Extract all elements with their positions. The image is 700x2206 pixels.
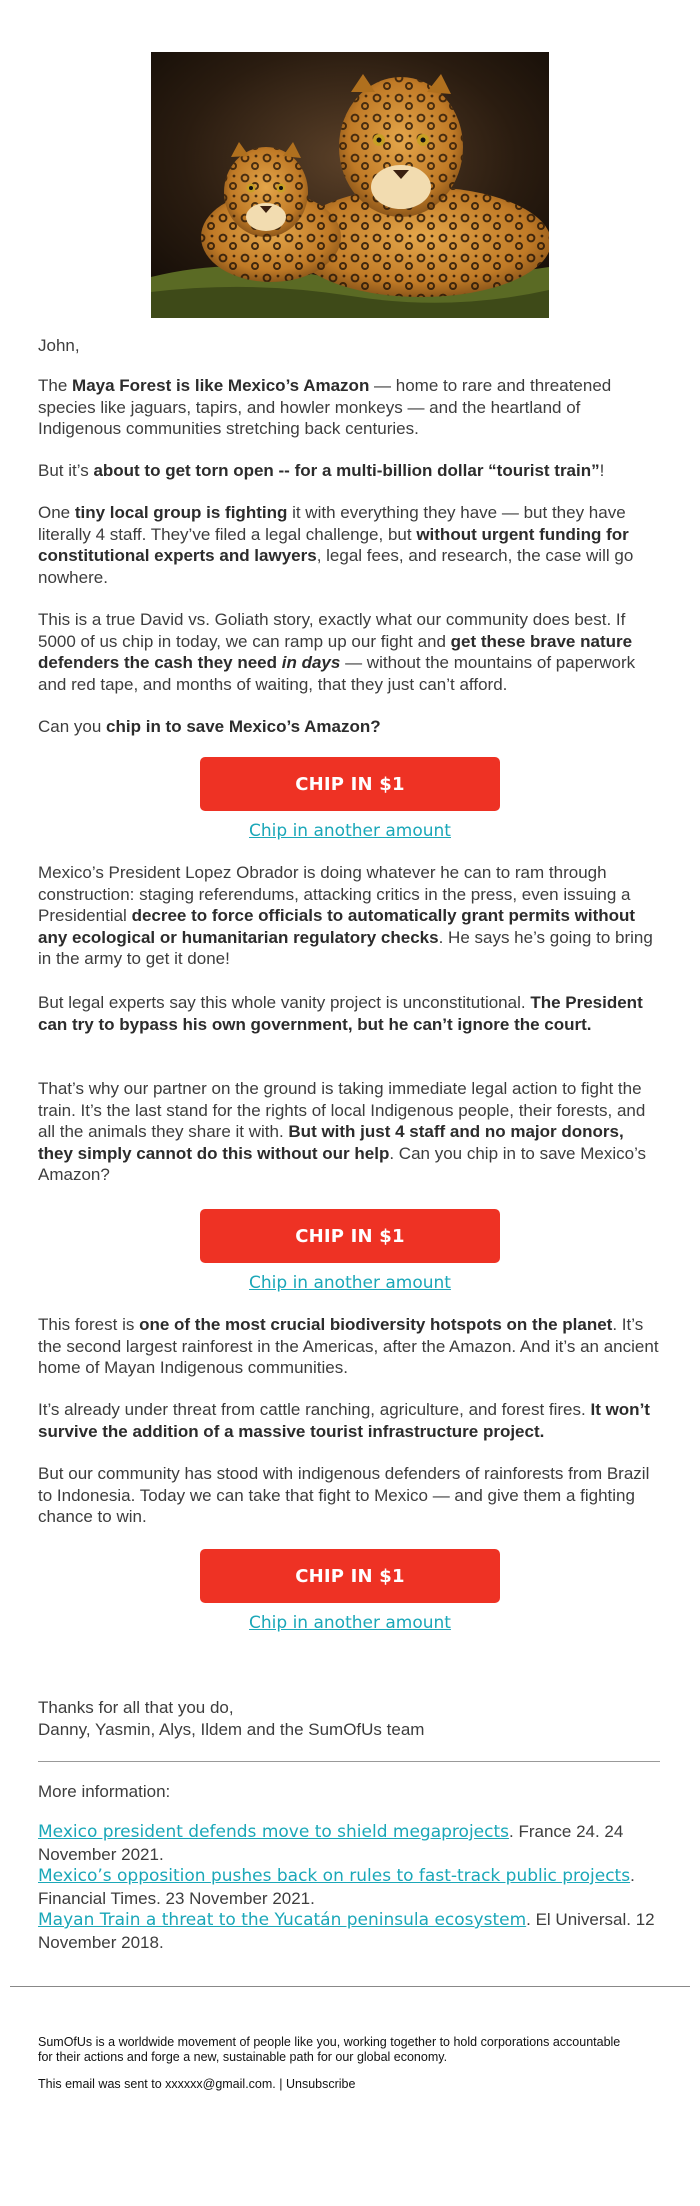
reference-item: Mexico’s opposition pushes back on rules to fast-track public projects. Financial Times. 23 November 2021. [38,1866,635,1908]
reference-list [38,1821,660,1953]
reference-link[interactable]: Mexico president defends move to shield megaprojects [38,1822,509,1842]
reference-link[interactable]: Mexico’s opposition pushes back on rules to fast-track public projects [38,1866,631,1886]
chip-in-button[interactable]: CHIP IN $1 [200,757,500,811]
reference-item: Mexico president defends move to shield megaprojects. France 24. 24 November 2021. [38,1822,624,1864]
paragraph-tourist-train: But it’s about to get torn open -- for a multi-billion dollar “tourist train”! [38,461,605,480]
paragraph-ask: Can you chip in to save Mexico’s Amazon? [38,717,381,736]
footer-about: SumOfUs is a worldwide movement of people like you, working together to hold corporations accountable for their actions and forge a new, sustainable path for our global economy. [38,2034,621,2064]
paragraph-community: But our community has stood with indigenous defenders of rainforests from Brazil to Indonesia. Today we can take that fight to Mexico — and give them a fighting chance to win. [38,1464,650,1526]
paragraph-president: Mexico’s President Lopez Obrador is doing whatever he can to ram through construction: staging referendums, attacking critics in the press, even issuing a Presidential decree to force officials to automatically grant permits without any ecological or humanitarian regulatory checks. He says he’s going to bring in the army to get it done! [38,863,653,968]
more-info-heading: More information: [38,1782,171,1801]
divider [38,1761,660,1762]
chip-in-another-amount-link[interactable]: Chip in another amount [249,821,451,841]
jaguars-illustration [151,52,549,318]
paragraph-intro: The Maya Forest is like Mexico’s Amazon — home to rare and threatened species like jaguars, tapirs, and howler monkeys — and the heartland of Indigenous communities stretching back centuries. [38,376,612,438]
paragraph-biodiversity: This forest is one of the most crucial biodiversity hotspots on the planet. It’s the second largest rainforest in the Americas, after the Amazon. And it’s an ancient home of Mayan Indigenous communities. [38,1315,659,1377]
unsubscribe-link[interactable]: Unsubscribe [285,2076,356,2091]
chip-in-button[interactable]: CHIP IN $1 [200,1209,500,1263]
chip-in-button[interactable]: CHIP IN $1 [200,1549,500,1603]
signoff: Thanks for all that you do, Danny, Yasmin, Alys, Ildem and the SumOfUs team [38,1698,425,1739]
footer-sent-to: This email was sent to xxxxxx@gmail.com. | Unsubscribe [38,2076,356,2091]
footer-divider [10,1986,690,1987]
paragraph-local-group: One tiny local group is fighting it with everything they have — but they have literally 4 staff. They’ve filed a legal challenge, but without urgent funding for constitutional experts and lawyers, legal fees, and research, the case will go nowhere. [38,503,634,587]
chip-in-another-amount-link[interactable]: Chip in another amount [249,1273,451,1293]
paragraph-threat: It’s already under threat from cattle ranching, agriculture, and forest fires. It won’t survive the addition of a massive tourist infrastructure project. [38,1400,650,1441]
paragraph-legal-experts: But legal experts say this whole vanity project is unconstitutional. The President can try to bypass his own government, but he can’t ignore the court. [38,993,643,1034]
paragraph-david-goliath: This is a true David vs. Goliath story, exactly what our community does best. If 5000 of us chip in today, we can ramp up our fight and get these brave nature defenders the cash they need in days — without the mountains of paperwork and red tape, and months of waiting, that they just can’t afford. [38,610,636,694]
hero-image [151,52,549,318]
chip-in-another-amount-link[interactable]: Chip in another amount [249,1613,451,1633]
reference-link[interactable]: Mayan Train a threat to the Yucatán peninsula ecosystem [38,1910,527,1930]
greeting: John, [38,336,80,355]
reference-item: Mayan Train a threat to the Yucatán peninsula ecosystem. El Universal. 12 November 2018. [38,1910,655,1952]
paragraph-partner: That’s why our partner on the ground is taking immediate legal action to fight the train. It’s the last stand for the rights of local Indigenous people, their forests, and all the animals they share it with. But with just 4 staff and no major donors, they simply cannot do this without our help. Can you chip in to save Mexico’s Amazon? [38,1079,647,1184]
